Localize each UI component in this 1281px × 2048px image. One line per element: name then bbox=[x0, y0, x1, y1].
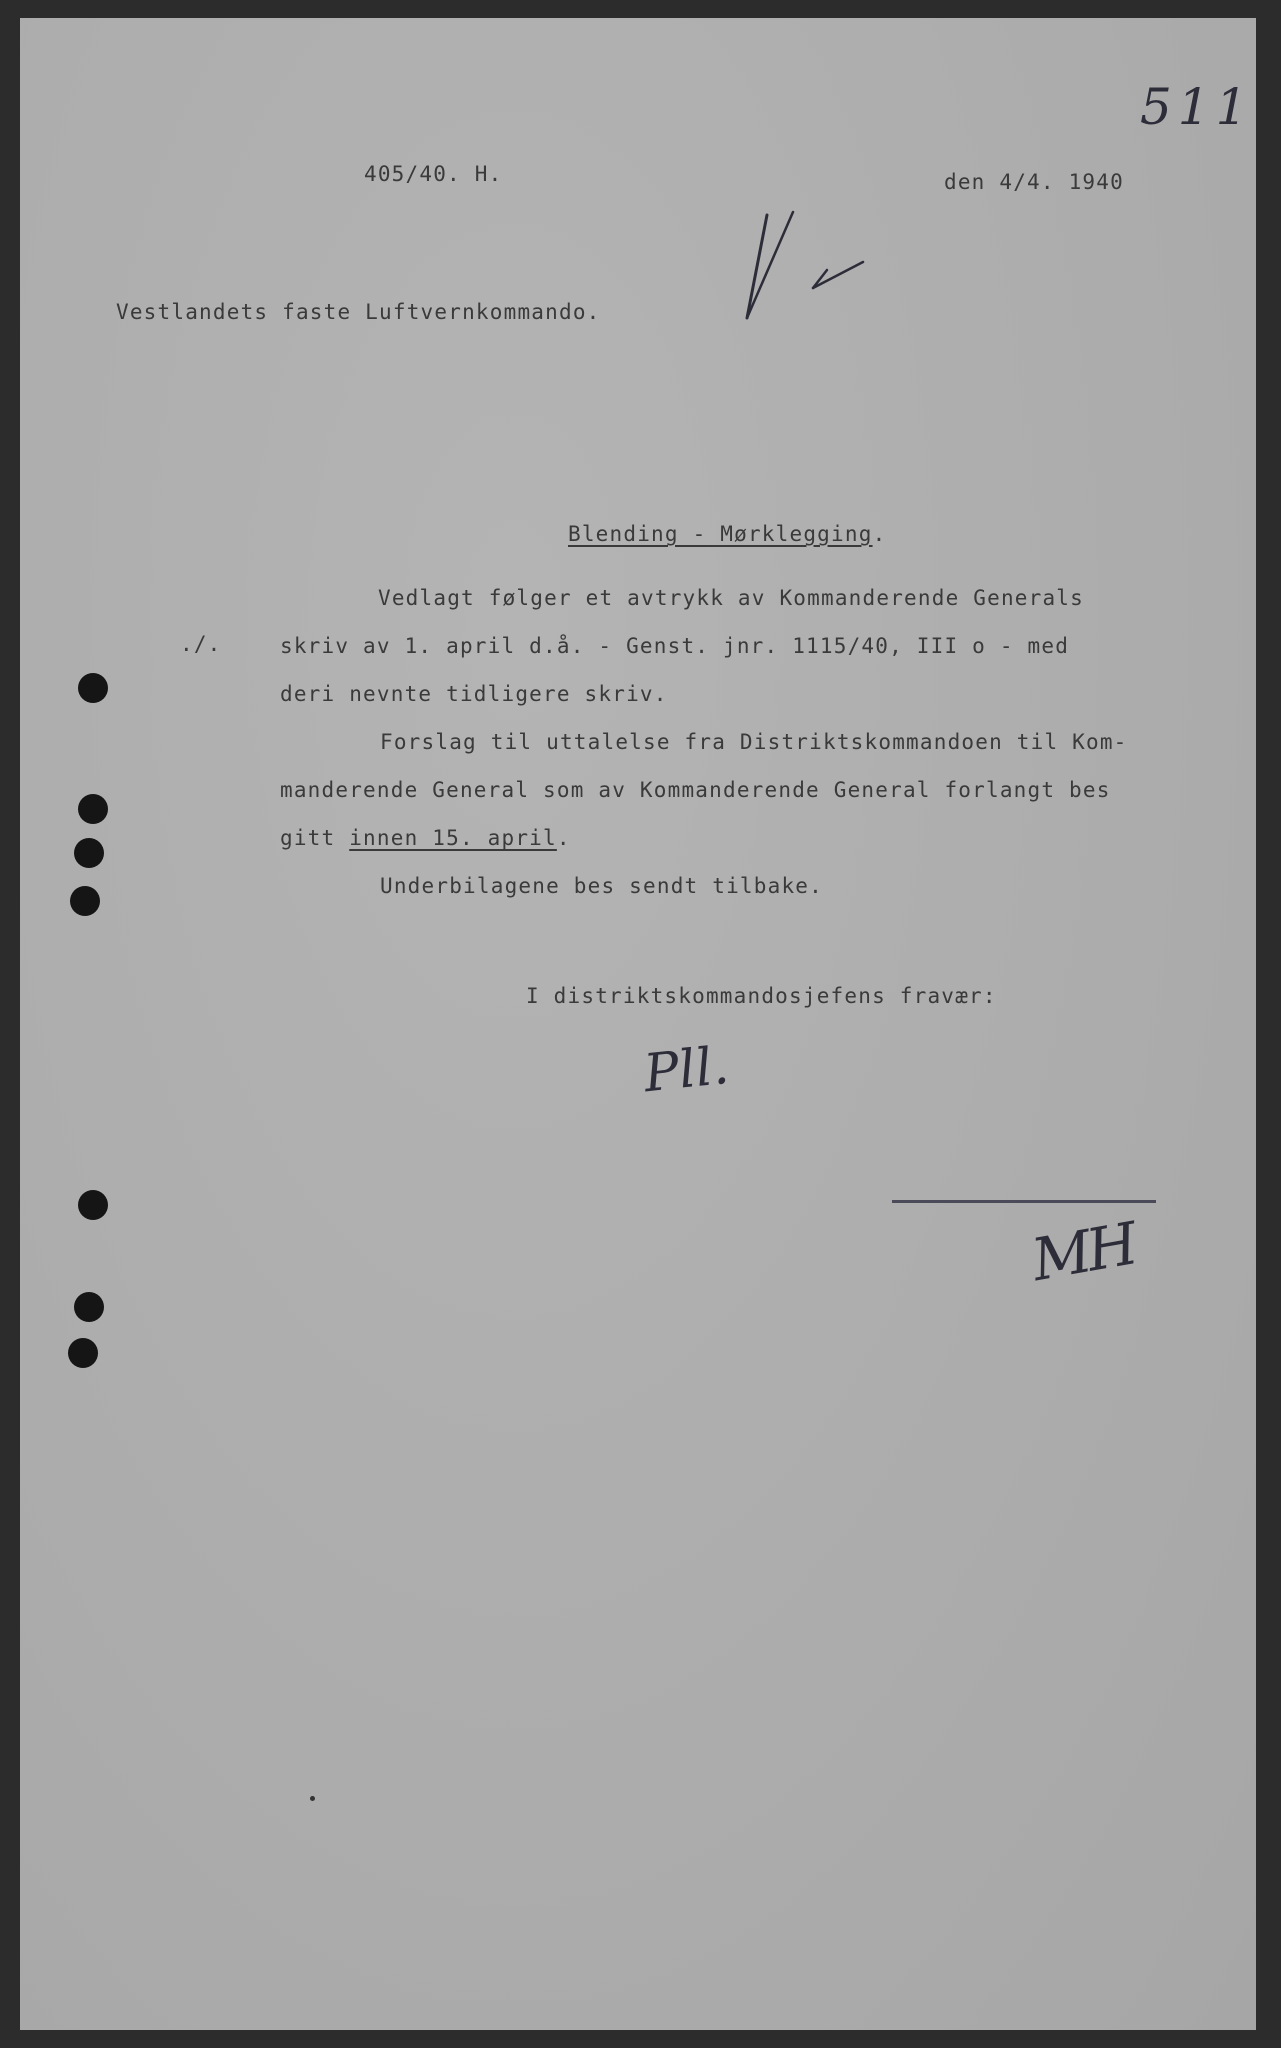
line-end: . bbox=[556, 826, 571, 850]
punch-hole bbox=[78, 1190, 108, 1220]
paragraph-line: Underbilagene bes sendt tilbake. bbox=[380, 874, 823, 898]
paragraph-line bbox=[280, 826, 571, 850]
line-start: gitt bbox=[280, 826, 350, 850]
punch-hole bbox=[74, 838, 104, 868]
reference-number: 405/40. H. bbox=[364, 162, 503, 186]
document-date: den 4/4. 1940 bbox=[944, 170, 1124, 194]
signature-rule bbox=[892, 1200, 1156, 1203]
subject-heading bbox=[568, 522, 886, 546]
signature-line: I distriktskommandosjefens fravær: bbox=[526, 984, 997, 1008]
paragraph-line: deri nevnte tidligere skriv. bbox=[280, 682, 668, 706]
ink-dot bbox=[310, 1796, 315, 1801]
subject-text: Blending - Mørklegging bbox=[568, 522, 873, 546]
punch-hole bbox=[70, 886, 100, 916]
deadline: innen 15. april bbox=[349, 826, 557, 850]
check-mark-icon bbox=[735, 200, 885, 330]
paragraph-line: Vedlagt følger et avtrykk av Kommanderende Generals bbox=[378, 586, 1084, 610]
handwritten-initials: MH bbox=[1026, 1209, 1140, 1295]
punch-hole bbox=[78, 794, 108, 824]
paragraph-line: Forslag til uttalelse fra Distriktskommandoen til Kom- bbox=[380, 730, 1128, 754]
punch-hole bbox=[74, 1292, 104, 1322]
punch-hole bbox=[78, 673, 108, 703]
paragraph-line: manderende General som av Kommanderende General forlangt bes bbox=[280, 778, 1111, 802]
handwritten-initials: Pll. bbox=[641, 1035, 732, 1105]
paragraph-line: skriv av 1. april d.å. - Genst. jnr. 1115/40, III o - med bbox=[280, 634, 1070, 658]
margin-note: ./. bbox=[180, 632, 222, 656]
page-number: 511 bbox=[1140, 78, 1254, 136]
subject-punct: . bbox=[872, 522, 887, 546]
punch-hole bbox=[68, 1338, 98, 1368]
recipient: Vestlandets faste Luftvernkommando. bbox=[116, 300, 601, 324]
